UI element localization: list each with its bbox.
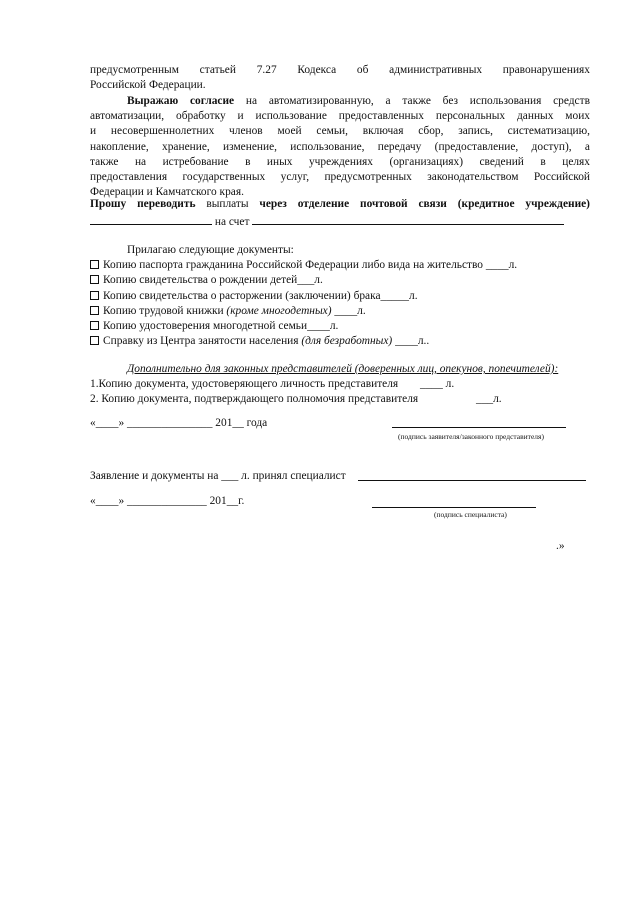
text-line (90, 197, 590, 212)
attachment-note: (для безработных) (301, 335, 393, 348)
representatives-section (90, 362, 590, 407)
attachments-heading: Прилагаю следующие документы: (127, 244, 294, 256)
text-span: выплаты (206, 198, 249, 210)
applicant-signature-line[interactable] (392, 416, 566, 428)
paragraph-consent (90, 94, 590, 200)
text-line: и несовершеннолетних членов моей семьи, включая сбор, запись, систематизацию, (90, 125, 590, 138)
attachments-section (90, 243, 590, 349)
attachment-item (90, 334, 590, 349)
payment-bold: Прошу переводить (90, 198, 196, 210)
rep-item-text: 2. Копию документа, подтверждающего полномочия представителя (90, 393, 419, 406)
rep-item-text: 1.Копию документа, удостоверяющего личность представителя (90, 378, 399, 391)
checkbox-icon[interactable] (90, 321, 99, 330)
representatives-heading: Дополнительно для законных представителей (доверенных лиц, опекунов, попечителей): (127, 363, 559, 375)
attachment-item (90, 289, 590, 304)
text-line: также на истребование в иных учреждениях (организациях) сведений в целях (90, 155, 590, 168)
rep-item-sheets: ____ л. (420, 378, 455, 391)
checkbox-icon[interactable] (90, 336, 99, 345)
attachment-text: Копию удостоверения многодетной семьи____л. (103, 320, 339, 333)
attachment-text: Копию паспорта гражданина Российской Федерации либо вида на жительство ____л. (103, 259, 518, 272)
attachment-text: Справку из Центра занятости населения (103, 335, 302, 348)
consent-bold: Выражаю согласие (127, 95, 235, 107)
text-span: на автоматизированную, а также без использования средств (245, 95, 590, 107)
account-number-field[interactable] (252, 213, 564, 225)
attachment-text: Копию трудовой книжки (103, 304, 227, 317)
paragraph-payment (90, 197, 590, 230)
text-line: Федерации и Камчатского края. (90, 186, 244, 199)
rep-item-sheets: ___л. (476, 393, 502, 406)
rep-item-2 (90, 392, 590, 407)
account-label: на счет (214, 216, 250, 229)
text-line: автоматизации, обработку и использование предоставленных персональных данных моих (90, 110, 590, 123)
attachment-sheets: ____л.. (392, 335, 430, 348)
attachment-text: Копию свидетельства о рождении детей___л. (103, 274, 323, 287)
attachment-item (90, 273, 590, 288)
attachment-sheets: ____л. (331, 304, 366, 317)
text-line: предоставления государственных услуг, предусмотренных законодательством Российской (90, 171, 590, 184)
checkbox-icon[interactable] (90, 260, 99, 269)
checkbox-icon[interactable] (90, 275, 99, 284)
account-line (90, 213, 590, 230)
text-line: предусмотренным статьей 7.27 Кодекса об административных правонарушениях (90, 64, 590, 76)
attachments-list (90, 258, 590, 349)
closing-quote: .» (556, 540, 565, 552)
checkbox-icon[interactable] (90, 291, 99, 300)
applicant-signature-caption: (подпись заявителя/законного представителя) (398, 432, 544, 441)
payment-bold: через отделение почтовой связи (кредитное учреждение) (259, 198, 590, 210)
specialist-name-line[interactable] (358, 469, 586, 481)
text-line: Российской Федерации. (90, 79, 206, 92)
application-date-field[interactable]: «____» _______________ 201__ года (90, 417, 268, 429)
specialist-signature-line[interactable] (372, 496, 536, 508)
specialist-signature-caption: (подпись специалиста) (434, 510, 507, 519)
checkbox-icon[interactable] (90, 306, 99, 315)
attachment-item (90, 319, 590, 334)
rep-item-1 (90, 377, 590, 392)
attachment-text: Копию свидетельства о расторжении (заключении) брака_____л. (103, 289, 418, 302)
accepted-by-text: Заявление и документы на ___ л. принял специалист (90, 470, 346, 482)
attachment-item (90, 258, 590, 273)
attachment-note: (кроме многодетных) (226, 304, 332, 317)
text-line (90, 94, 590, 109)
acceptance-date-field[interactable]: «____» ______________ 201__г. (90, 495, 245, 507)
text-line: накопление, хранение, изменение, использование, передачу (предоставление, доступ), а (90, 140, 590, 153)
account-blank-field[interactable] (90, 213, 212, 225)
attachment-item (90, 304, 590, 319)
paragraph-code-reference (90, 63, 590, 93)
